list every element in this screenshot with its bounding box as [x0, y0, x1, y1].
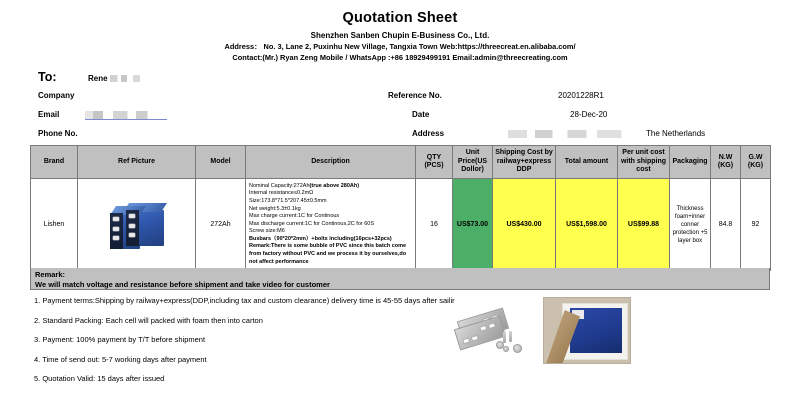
date-value: 28-Dec-20	[570, 110, 608, 119]
phone-label: Phone No.	[38, 129, 78, 138]
battery-cell-image	[100, 197, 174, 253]
cell-ref-picture	[78, 179, 196, 271]
col-gross-weight: G.W (KG)	[741, 146, 771, 179]
cell-qty: 16	[416, 179, 453, 271]
cell-gross-weight: 92	[741, 179, 771, 271]
table-row	[31, 179, 771, 271]
col-brand: Brand	[31, 146, 78, 179]
document-header	[0, 0, 800, 63]
cell-brand: Lishen	[31, 179, 78, 271]
col-qty: QTY (PCS)	[416, 146, 453, 179]
desc-screw-size: Screw size:M6	[249, 228, 285, 235]
term-item-1: 1. Payment terms:Shipping by railway+express(DDP,including tax and custom clearance) delivery time is 45-55 days after sailir	[34, 296, 455, 305]
col-shipping-cost: Shipping Cost by railway+express DDP	[493, 146, 556, 179]
cell-net-weight: 84.8	[711, 179, 741, 271]
remark-text: We will match voltage and resistance before shipment and take video for customer	[35, 279, 330, 289]
to-label: To:	[38, 70, 57, 84]
col-net-weight: N.W (KG)	[711, 146, 741, 179]
col-unit-price: Unit Price(US Dollor)	[453, 146, 493, 179]
packaging-photo	[543, 297, 631, 364]
table-header-row	[31, 146, 771, 179]
cell-model: 272Ah	[196, 179, 246, 271]
col-model: Model	[196, 146, 246, 179]
term-item-4: 4. Time of send out: 5-7 working days after payment	[34, 354, 207, 364]
desc-busbars: Busbars（90*20*2mm）+bolts including(16pcs+32pcs)	[249, 235, 392, 242]
address-label: Address	[412, 129, 445, 138]
desc-net-weight: Net weight:5.3±0.1kg	[249, 205, 301, 212]
cell-unit-price: US$73.00	[453, 179, 493, 271]
desc-max-discharge: Max discharge current:1C for Continous,2C for 60S	[249, 220, 375, 227]
term-item-5: 5. Quotation Valid: 15 days after issued	[34, 374, 165, 383]
col-packaging: Packaging	[670, 146, 711, 179]
company-contact-line: Contact:(Mr.) Ryan Zeng Mobile / WhatsApp :+86 18929499191 Email:admin@threecreating.com	[232, 53, 568, 62]
date-label: Date	[412, 110, 430, 119]
address-value-wrapper	[508, 127, 705, 141]
quote-meta-block	[0, 70, 800, 138]
quotation-table	[30, 145, 771, 271]
remark-title: Remark:	[35, 270, 66, 279]
cell-per-unit-cost: US$99.88	[618, 179, 670, 271]
reference-value: 20201228R1	[558, 91, 604, 100]
col-per-unit-cost: Per unit cost with shipping cost	[618, 146, 670, 179]
redacted-address-block	[508, 130, 643, 138]
company-name: Shenzhen Sanben Chupin E-Business Co., Ltd.	[310, 31, 490, 40]
remark-band	[30, 268, 770, 290]
to-value	[88, 72, 152, 86]
redacted-email-block	[85, 111, 167, 120]
col-description: Description	[246, 146, 416, 179]
address-country: The Netherlands	[646, 129, 706, 138]
desc-remark-3: not affect performance	[249, 258, 309, 265]
desc-resistance: Internal resistance≤0.2mΩ	[249, 190, 314, 197]
company-label: Company	[38, 91, 75, 100]
term-item-2: 2. Standard Packing: Each cell will packed with foam then into carton	[34, 315, 263, 325]
desc-remark-2: from factory without PVC and we process it by ourselves,do	[249, 251, 407, 258]
busbar-hardware-photo	[455, 300, 537, 362]
customer-name: Rene	[88, 74, 108, 83]
reference-label: Reference No.	[388, 91, 442, 100]
company-address-line: Address： No. 3, Lane 2, Puxinhu New Village, Tangxia Town Web:https://threecreat.en.alibaba.com/	[224, 42, 576, 51]
col-ref-picture: Ref Picture	[78, 146, 196, 179]
redacted-name-block	[110, 75, 152, 82]
cell-packaging: Thickness foam+inner conner protection +5 layer box	[670, 179, 711, 271]
col-total-amount: Total amount	[556, 146, 618, 179]
desc-max-charge: Max charge current:1C for Continous	[249, 213, 340, 220]
cell-description	[246, 179, 416, 271]
desc-remark-1: Remark:There is some bubble of PVC since this batch come	[249, 243, 407, 250]
terms-list	[34, 296, 504, 394]
term-item-3: 3. Payment: 100% payment by T/T before shipment	[34, 335, 206, 344]
desc-capacity: Nominal Capacity:272Ah(true above 280Ah)	[249, 182, 360, 189]
desc-size: Size:173.8*71.5*207.45±0.5mm	[249, 197, 327, 204]
page-title: Quotation Sheet	[342, 10, 458, 26]
cell-total-amount: US$1,598.00	[556, 179, 618, 271]
email-label: Email	[38, 110, 60, 119]
cell-shipping-cost: US$430.00	[493, 179, 556, 271]
